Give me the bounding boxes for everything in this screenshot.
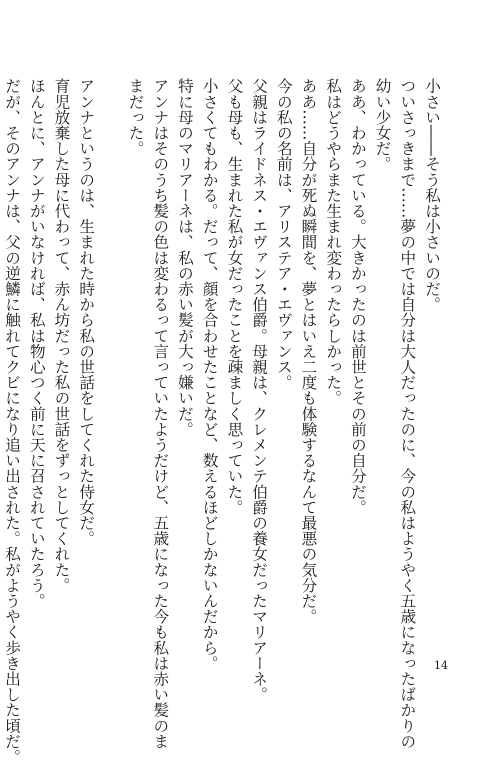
text-line: 小さくてもわかる。だって、顔を合わせたことなど、数えるほどしかないんだから。 [200, 78, 219, 671]
text-line: 今の私の名前は、アリステア・エヴァンス。 [274, 78, 293, 390]
text-line: 育児放棄した母に代わって、赤ん坊だった私の世話をずっとしてくれた。 [52, 78, 71, 593]
text-line: まだった。 [126, 78, 145, 156]
text-line: アンナはそのうち髪の色は変わるって言っていたようだけど、五歳になった今も私は赤い髪のま [151, 78, 170, 749]
blank-line [98, 78, 123, 638]
text-line: 特に母のマリアーネは、私の赤い髪が大っ嫌いだ。 [175, 78, 194, 437]
text-line: 幼い少女だ。 [373, 78, 392, 172]
page-number: 14 [434, 659, 448, 672]
text-line: 父親はライドネス・エヴァンス伯爵。母親は、クレメンテ伯爵の養女だったマリアーネ。 [250, 78, 269, 702]
text-line: だが、そのアンナは、父の逆鱗に触れてクビになり追い出された。私がようやく歩き出した頃だ。 [3, 78, 22, 764]
text-line: アンナというのは、生まれた時から私の世話をしてくれた侍女だ。 [77, 78, 96, 546]
text-line: ああ、わかっている。大きかったのは前世とその前の自分だ。 [348, 78, 367, 515]
text-line: ついさっきまで……夢の中では自分は大人だったのに、今の私はようやく五歳になったばかりの [398, 78, 417, 749]
text-line: 私はどうやらまた生まれ変わったらしかった。 [324, 78, 343, 406]
text-line: 小さい――そう私は小さいのだ。 [423, 78, 441, 312]
text-line: ああ……自分が死ぬ瞬間を、夢とはいえ二度も体験するなんて最悪の気分だ。 [299, 78, 318, 624]
text-line: ほんとに、アンナがいなければ、私は物心つく前に天に召されていたろう。 [27, 78, 46, 609]
text-line: 父も母も、生まれた私が女だったことを疎ましく思っていた。 [225, 78, 244, 515]
